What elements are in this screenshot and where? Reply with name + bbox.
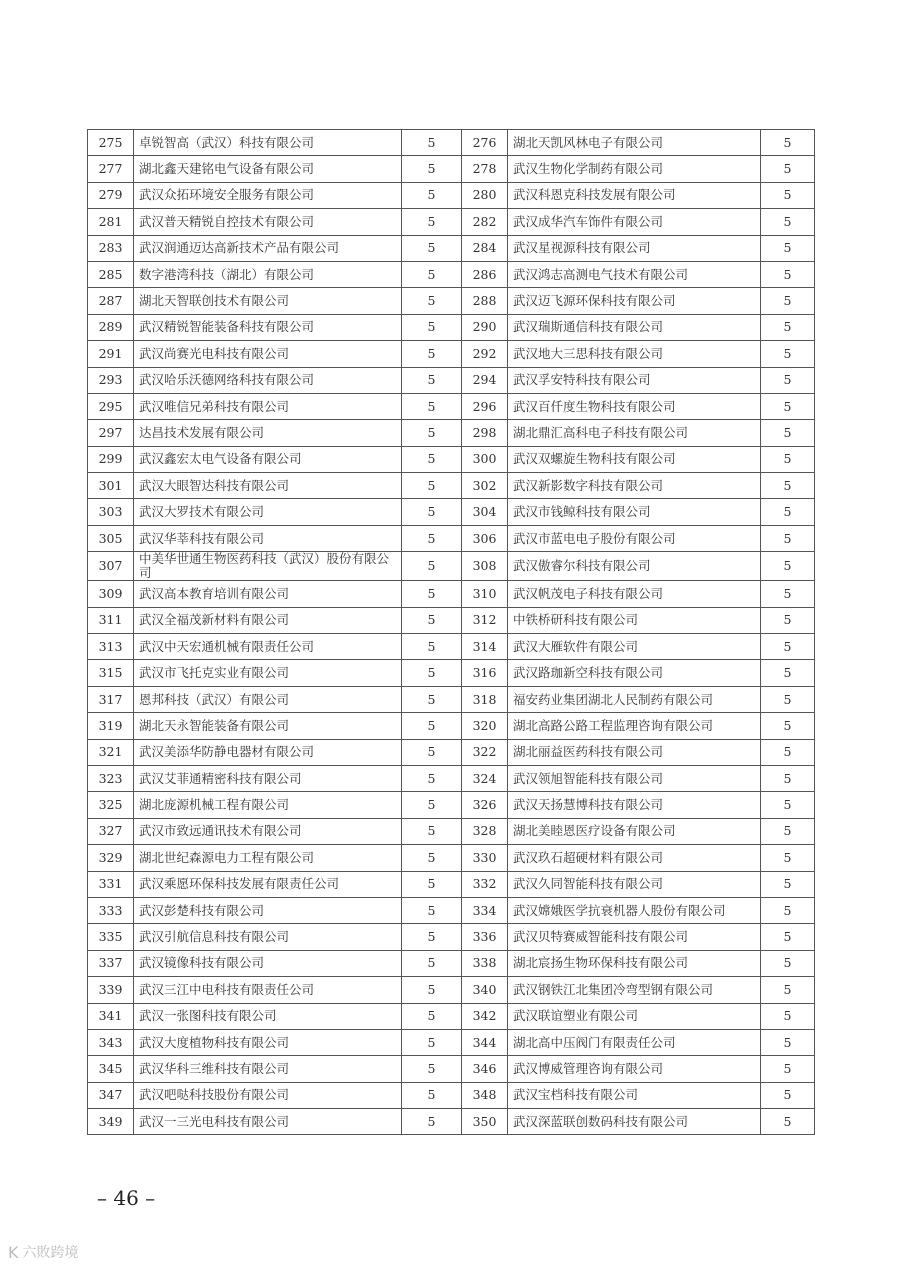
left-number: 349	[88, 1109, 134, 1135]
right-company-name: 湖北宸扬生物环保科技有限公司	[508, 950, 761, 976]
left-score: 5	[402, 977, 462, 1003]
right-company-name: 武汉傲睿尔科技有限公司	[508, 552, 761, 581]
left-score: 5	[402, 1082, 462, 1108]
right-score: 5	[761, 446, 815, 472]
left-score: 5	[402, 792, 462, 818]
left-score: 5	[402, 1029, 462, 1055]
right-score: 5	[761, 871, 815, 897]
table-row	[88, 581, 815, 607]
right-score: 5	[761, 739, 815, 765]
left-company-name: 武汉中天宏通机械有限责任公司	[134, 634, 402, 660]
table-row	[88, 1003, 815, 1029]
left-company-name: 达昌技术发展有限公司	[134, 420, 402, 446]
left-score: 5	[402, 288, 462, 314]
left-number: 321	[88, 739, 134, 765]
right-number: 280	[462, 182, 508, 208]
left-number: 291	[88, 341, 134, 367]
left-company-name: 湖北天永智能装备有限公司	[134, 713, 402, 739]
left-number: 325	[88, 792, 134, 818]
left-company-name: 武汉鑫宏太电气设备有限公司	[134, 446, 402, 472]
left-score: 5	[402, 156, 462, 182]
table-row	[88, 1029, 815, 1055]
left-number: 311	[88, 607, 134, 633]
right-number: 344	[462, 1029, 508, 1055]
left-number: 319	[88, 713, 134, 739]
right-score: 5	[761, 525, 815, 551]
right-number: 292	[462, 341, 508, 367]
table-row	[88, 739, 815, 765]
left-score: 5	[402, 446, 462, 472]
table-row	[88, 660, 815, 686]
left-number: 307	[88, 552, 134, 581]
table-row	[88, 420, 815, 446]
left-score: 5	[402, 499, 462, 525]
left-number: 289	[88, 314, 134, 340]
left-company-name: 武汉乘愿环保科技发展有限责任公司	[134, 871, 402, 897]
left-score: 5	[402, 1003, 462, 1029]
left-score: 5	[402, 552, 462, 581]
left-score: 5	[402, 209, 462, 235]
right-company-name: 武汉双螺旋生物科技有限公司	[508, 446, 761, 472]
right-number: 312	[462, 607, 508, 633]
right-number: 304	[462, 499, 508, 525]
left-company-name: 湖北鑫天建铭电气设备有限公司	[134, 156, 402, 182]
left-number: 293	[88, 367, 134, 393]
left-score: 5	[402, 660, 462, 686]
right-number: 342	[462, 1003, 508, 1029]
left-company-name: 武汉艾菲通精密科技有限公司	[134, 765, 402, 791]
left-number: 343	[88, 1029, 134, 1055]
left-number: 337	[88, 950, 134, 976]
right-number: 310	[462, 581, 508, 607]
right-company-name: 武汉贝特赛威智能科技有限公司	[508, 924, 761, 950]
table-row	[88, 713, 815, 739]
right-company-name: 武汉生物化学制药有限公司	[508, 156, 761, 182]
left-score: 5	[402, 950, 462, 976]
right-company-name: 武汉地大三思科技有限公司	[508, 341, 761, 367]
left-number: 303	[88, 499, 134, 525]
right-number: 288	[462, 288, 508, 314]
right-number: 348	[462, 1082, 508, 1108]
left-score: 5	[402, 739, 462, 765]
table-row	[88, 634, 815, 660]
right-score: 5	[761, 792, 815, 818]
right-score: 5	[761, 1029, 815, 1055]
left-company-name: 卓锐智高（武汉）科技有限公司	[134, 130, 402, 156]
table-row	[88, 156, 815, 182]
left-company-name: 武汉美添华防静电器材有限公司	[134, 739, 402, 765]
left-number: 287	[88, 288, 134, 314]
right-score: 5	[761, 156, 815, 182]
right-company-name: 武汉鸿志高测电气技术有限公司	[508, 261, 761, 287]
right-company-name: 湖北高中压阀门有限责任公司	[508, 1029, 761, 1055]
right-company-name: 武汉市钱鲸科技有限公司	[508, 499, 761, 525]
left-score: 5	[402, 314, 462, 340]
right-number: 350	[462, 1109, 508, 1135]
left-score: 5	[402, 261, 462, 287]
table-row	[88, 235, 815, 261]
left-score: 5	[402, 607, 462, 633]
left-number: 309	[88, 581, 134, 607]
right-score: 5	[761, 924, 815, 950]
right-number: 316	[462, 660, 508, 686]
left-company-name: 武汉高本教育培训有限公司	[134, 581, 402, 607]
left-number: 305	[88, 525, 134, 551]
table-row	[88, 393, 815, 419]
left-number: 313	[88, 634, 134, 660]
right-company-name: 武汉久同智能科技有限公司	[508, 871, 761, 897]
table-row	[88, 845, 815, 871]
left-company-name: 恩邦科技（武汉）有限公司	[134, 686, 402, 712]
right-company-name: 武汉新影数字科技有限公司	[508, 473, 761, 499]
left-score: 5	[402, 525, 462, 551]
left-company-name: 中美华世通生物医药科技（武汉）股份有限公司	[134, 552, 402, 581]
right-company-name: 武汉孚安特科技有限公司	[508, 367, 761, 393]
left-company-name: 武汉哈乐沃德网络科技有限公司	[134, 367, 402, 393]
right-company-name: 湖北高路公路工程监理咨询有限公司	[508, 713, 761, 739]
left-score: 5	[402, 686, 462, 712]
left-score: 5	[402, 1109, 462, 1135]
right-score: 5	[761, 1109, 815, 1135]
left-company-name: 武汉一张图科技有限公司	[134, 1003, 402, 1029]
right-number: 324	[462, 765, 508, 791]
table-row	[88, 209, 815, 235]
left-number: 283	[88, 235, 134, 261]
right-company-name: 武汉路珈新空科技有限公司	[508, 660, 761, 686]
left-score: 5	[402, 581, 462, 607]
right-score: 5	[761, 897, 815, 923]
left-score: 5	[402, 473, 462, 499]
table-row	[88, 130, 815, 156]
table-row	[88, 871, 815, 897]
left-score: 5	[402, 897, 462, 923]
left-number: 281	[88, 209, 134, 235]
table-row	[88, 1109, 815, 1135]
right-company-name: 武汉天扬慧博科技有限公司	[508, 792, 761, 818]
right-number: 276	[462, 130, 508, 156]
right-score: 5	[761, 634, 815, 660]
table-row	[88, 341, 815, 367]
right-company-name: 中铁桥研科技有限公司	[508, 607, 761, 633]
left-company-name: 武汉彭楚科技有限公司	[134, 897, 402, 923]
left-company-name: 武汉大眼智达科技有限公司	[134, 473, 402, 499]
left-company-name: 湖北世纪森源电力工程有限公司	[134, 845, 402, 871]
right-score: 5	[761, 713, 815, 739]
left-number: 339	[88, 977, 134, 1003]
left-number: 295	[88, 393, 134, 419]
right-company-name: 武汉市蓝电电子股份有限公司	[508, 525, 761, 551]
right-number: 286	[462, 261, 508, 287]
right-score: 5	[761, 1056, 815, 1082]
right-score: 5	[761, 367, 815, 393]
table-row	[88, 525, 815, 551]
table-row	[88, 897, 815, 923]
left-score: 5	[402, 182, 462, 208]
left-number: 323	[88, 765, 134, 791]
right-score: 5	[761, 393, 815, 419]
right-number: 298	[462, 420, 508, 446]
table-row	[88, 1082, 815, 1108]
right-company-name: 武汉成华汽车饰件有限公司	[508, 209, 761, 235]
right-number: 320	[462, 713, 508, 739]
right-number: 330	[462, 845, 508, 871]
right-score: 5	[761, 607, 815, 633]
table-row	[88, 977, 815, 1003]
right-company-name: 武汉科恩克科技发展有限公司	[508, 182, 761, 208]
left-number: 315	[88, 660, 134, 686]
left-number: 299	[88, 446, 134, 472]
left-score: 5	[402, 367, 462, 393]
right-score: 5	[761, 1082, 815, 1108]
left-score: 5	[402, 235, 462, 261]
left-company-name: 武汉大罗技术有限公司	[134, 499, 402, 525]
left-number: 285	[88, 261, 134, 287]
left-company-name: 武汉众拓环境安全服务有限公司	[134, 182, 402, 208]
left-score: 5	[402, 1056, 462, 1082]
right-number: 300	[462, 446, 508, 472]
right-number: 328	[462, 818, 508, 844]
left-score: 5	[402, 871, 462, 897]
right-number: 306	[462, 525, 508, 551]
page-number: – 46 –	[97, 1186, 156, 1210]
right-company-name: 武汉大雁软件有限公司	[508, 634, 761, 660]
right-number: 302	[462, 473, 508, 499]
left-score: 5	[402, 130, 462, 156]
right-number: 346	[462, 1056, 508, 1082]
left-number: 275	[88, 130, 134, 156]
right-score: 5	[761, 341, 815, 367]
left-number: 345	[88, 1056, 134, 1082]
right-number: 296	[462, 393, 508, 419]
left-company-name: 武汉尚赛光电科技有限公司	[134, 341, 402, 367]
left-number: 331	[88, 871, 134, 897]
right-number: 336	[462, 924, 508, 950]
right-company-name: 武汉宝档科技有限公司	[508, 1082, 761, 1108]
left-company-name: 武汉唯信兄弟科技有限公司	[134, 393, 402, 419]
right-score: 5	[761, 686, 815, 712]
watermark-text: 六敗跨境	[22, 1245, 79, 1261]
right-number: 334	[462, 897, 508, 923]
right-number: 340	[462, 977, 508, 1003]
right-score: 5	[761, 1003, 815, 1029]
right-number: 322	[462, 739, 508, 765]
table-row	[88, 924, 815, 950]
right-company-name: 武汉瑞斯通信科技有限公司	[508, 314, 761, 340]
right-company-name: 福安药业集团湖北人民制药有限公司	[508, 686, 761, 712]
company-table	[87, 129, 815, 1135]
right-number: 314	[462, 634, 508, 660]
table-row	[88, 499, 815, 525]
left-company-name: 武汉全福茂新材料有限公司	[134, 607, 402, 633]
left-company-name: 武汉华科三维科技有限公司	[134, 1056, 402, 1082]
right-company-name: 武汉帆茂电子科技有限公司	[508, 581, 761, 607]
right-company-name: 湖北天凯风林电子有限公司	[508, 130, 761, 156]
right-company-name: 武汉深蓝联创数码科技有限公司	[508, 1109, 761, 1135]
right-score: 5	[761, 818, 815, 844]
left-number: 277	[88, 156, 134, 182]
table-row	[88, 607, 815, 633]
left-score: 5	[402, 420, 462, 446]
table-row	[88, 261, 815, 287]
right-number: 282	[462, 209, 508, 235]
left-number: 317	[88, 686, 134, 712]
right-score: 5	[761, 261, 815, 287]
right-score: 5	[761, 420, 815, 446]
right-company-name: 湖北鼎汇高科电子科技有限公司	[508, 420, 761, 446]
table-row	[88, 765, 815, 791]
right-score: 5	[761, 660, 815, 686]
left-company-name: 武汉精锐智能装备科技有限公司	[134, 314, 402, 340]
left-number: 335	[88, 924, 134, 950]
left-score: 5	[402, 713, 462, 739]
right-company-name: 武汉钢铁江北集团冷弯型钢有限公司	[508, 977, 761, 1003]
left-score: 5	[402, 818, 462, 844]
right-score: 5	[761, 552, 815, 581]
right-number: 278	[462, 156, 508, 182]
table-row	[88, 288, 815, 314]
table-row	[88, 792, 815, 818]
table-row	[88, 686, 815, 712]
right-company-name: 武汉星视源科技有限公司	[508, 235, 761, 261]
table-row	[88, 1056, 815, 1082]
right-number: 332	[462, 871, 508, 897]
left-company-name: 湖北庞源机械工程有限公司	[134, 792, 402, 818]
table-row	[88, 473, 815, 499]
left-company-name: 武汉引航信息科技有限公司	[134, 924, 402, 950]
watermark	[8, 1242, 79, 1262]
right-score: 5	[761, 499, 815, 525]
right-number: 290	[462, 314, 508, 340]
right-company-name: 武汉博威管理咨询有限公司	[508, 1056, 761, 1082]
right-score: 5	[761, 209, 815, 235]
right-score: 5	[761, 845, 815, 871]
right-score: 5	[761, 182, 815, 208]
right-company-name: 武汉百仟度生物科技有限公司	[508, 393, 761, 419]
table-row	[88, 314, 815, 340]
right-score: 5	[761, 288, 815, 314]
left-number: 341	[88, 1003, 134, 1029]
right-score: 5	[761, 130, 815, 156]
left-score: 5	[402, 765, 462, 791]
left-number: 279	[88, 182, 134, 208]
right-score: 5	[761, 473, 815, 499]
table-row	[88, 552, 815, 581]
left-company-name: 武汉镜像科技有限公司	[134, 950, 402, 976]
table-row	[88, 446, 815, 472]
right-number: 338	[462, 950, 508, 976]
right-score: 5	[761, 950, 815, 976]
left-score: 5	[402, 341, 462, 367]
right-company-name: 武汉玖石超硬材料有限公司	[508, 845, 761, 871]
left-company-name: 数字港湾科技（湖北）有限公司	[134, 261, 402, 287]
left-number: 297	[88, 420, 134, 446]
right-company-name: 湖北美睦恩医疗设备有限公司	[508, 818, 761, 844]
left-company-name: 武汉市飞托克实业有限公司	[134, 660, 402, 686]
left-company-name: 武汉大度植物科技有限公司	[134, 1029, 402, 1055]
right-company-name: 武汉领旭智能科技有限公司	[508, 765, 761, 791]
left-company-name: 武汉普天精锐自控技术有限公司	[134, 209, 402, 235]
table-row	[88, 950, 815, 976]
left-number: 327	[88, 818, 134, 844]
table-row	[88, 818, 815, 844]
left-score: 5	[402, 924, 462, 950]
left-number: 333	[88, 897, 134, 923]
right-company-name: 湖北丽益医药科技有限公司	[508, 739, 761, 765]
left-company-name: 武汉华莘科技有限公司	[134, 525, 402, 551]
left-company-name: 武汉一三光电科技有限公司	[134, 1109, 402, 1135]
left-score: 5	[402, 845, 462, 871]
left-number: 347	[88, 1082, 134, 1108]
right-number: 308	[462, 552, 508, 581]
right-score: 5	[761, 581, 815, 607]
right-number: 294	[462, 367, 508, 393]
table-row	[88, 182, 815, 208]
right-company-name: 武汉迈飞源环保科技有限公司	[508, 288, 761, 314]
left-company-name: 湖北天智联创技术有限公司	[134, 288, 402, 314]
left-score: 5	[402, 634, 462, 660]
table-row	[88, 367, 815, 393]
right-number: 318	[462, 686, 508, 712]
left-score: 5	[402, 393, 462, 419]
right-number: 326	[462, 792, 508, 818]
left-company-name: 武汉吧哒科技股份有限公司	[134, 1082, 402, 1108]
left-company-name: 武汉市致远通讯技术有限公司	[134, 818, 402, 844]
right-score: 5	[761, 977, 815, 1003]
left-company-name: 武汉三江中电科技有限责任公司	[134, 977, 402, 1003]
left-company-name: 武汉润通迈达高新技术产品有限公司	[134, 235, 402, 261]
right-company-name: 武汉联谊塑业有限公司	[508, 1003, 761, 1029]
right-score: 5	[761, 235, 815, 261]
right-score: 5	[761, 314, 815, 340]
right-number: 284	[462, 235, 508, 261]
left-number: 301	[88, 473, 134, 499]
right-company-name: 武汉嫦娥医学抗衰机器人股份有限公司	[508, 897, 761, 923]
watermark-logo-icon: K	[8, 1242, 19, 1262]
left-number: 329	[88, 845, 134, 871]
right-score: 5	[761, 765, 815, 791]
